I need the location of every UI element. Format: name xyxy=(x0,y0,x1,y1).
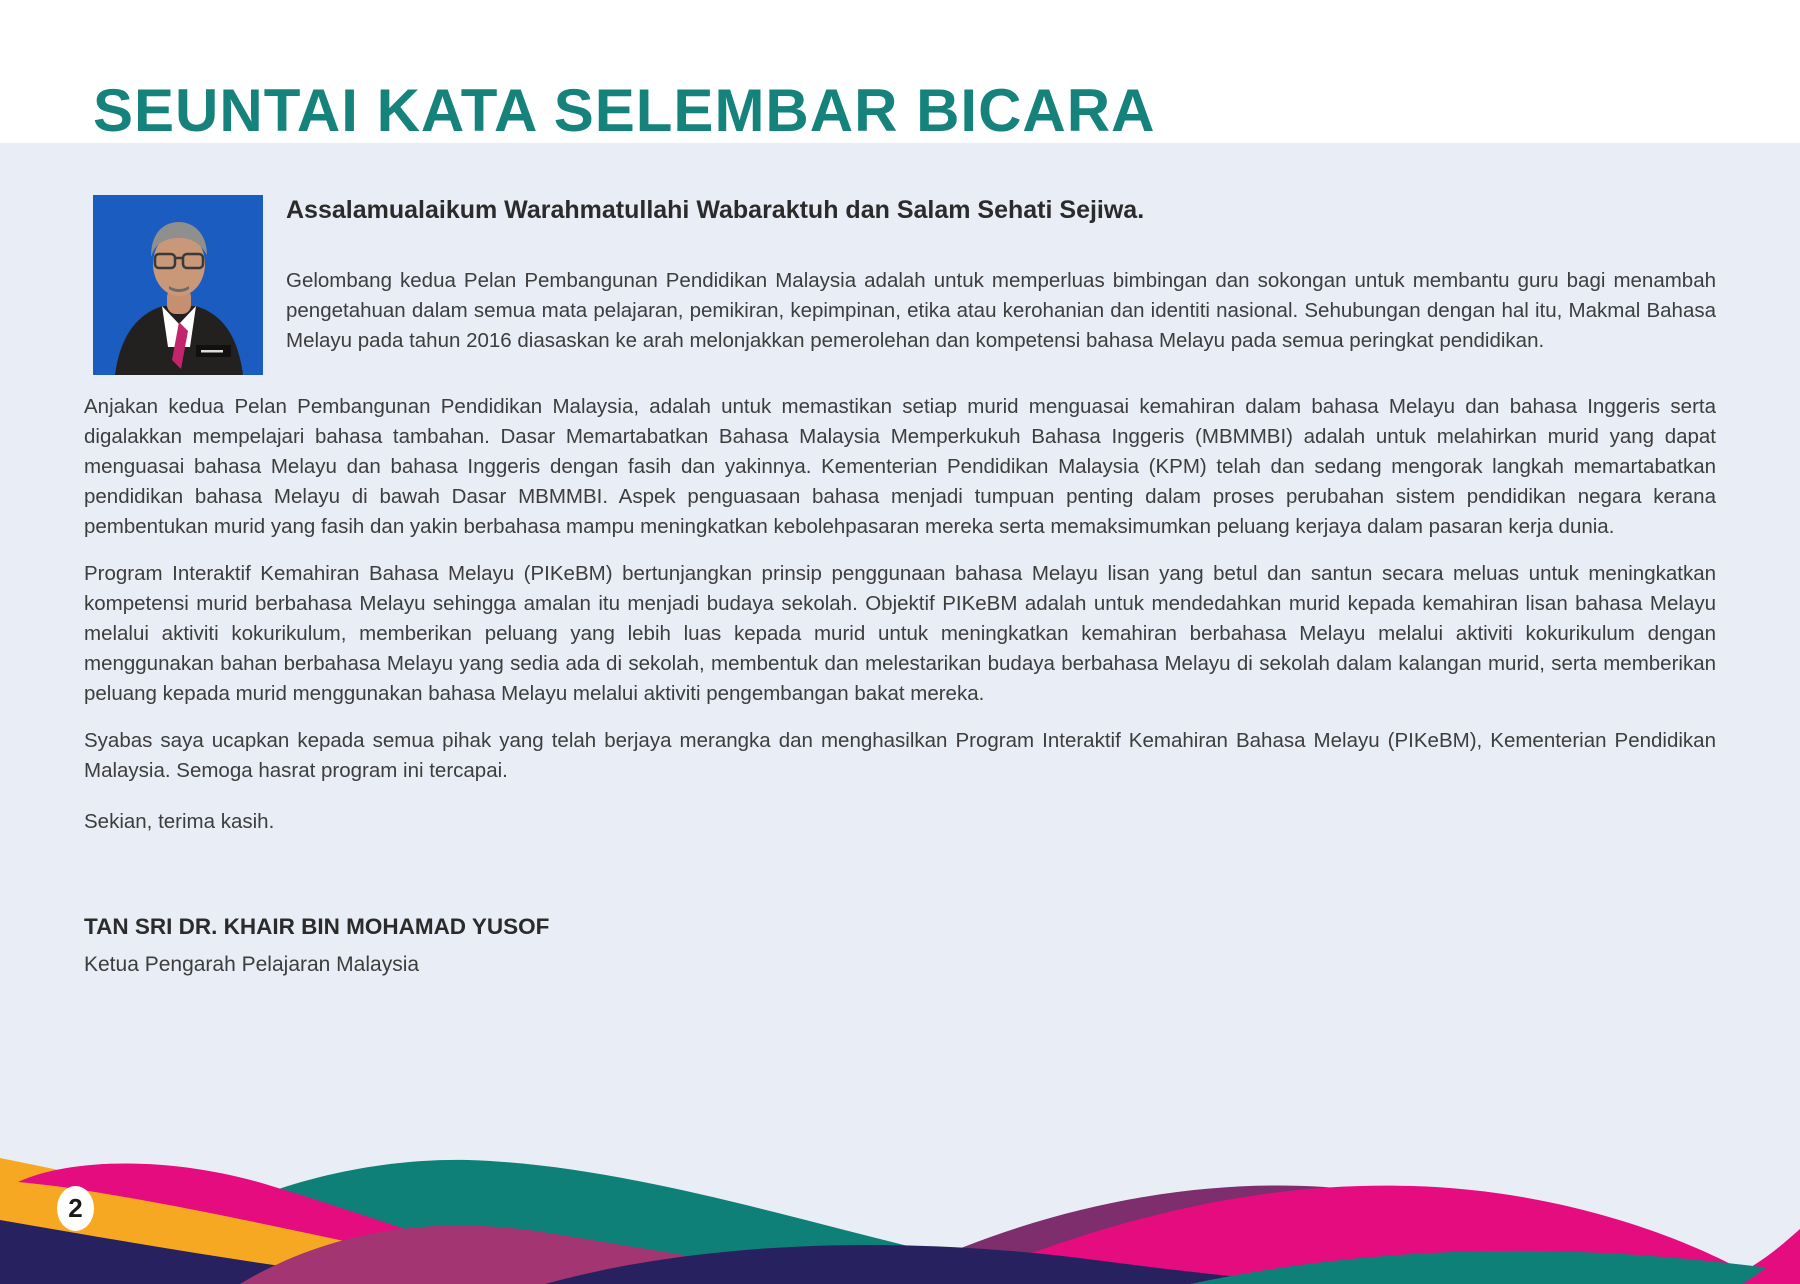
portrait-photo xyxy=(93,195,263,375)
closing-text: Sekian, terima kasih. xyxy=(84,810,275,833)
paragraph-4: Syabas saya ucapkan kepada semua pihak yang telah berjaya merangka dan menghasilkan Program Interaktif Kemahiran Bahasa Melayu (PIKeBM), Kementerian Pendidikan Malaysia. Semoga hasrat program ini tercapai. xyxy=(84,729,1716,782)
intro-text-column xyxy=(286,195,1716,356)
page-number-badge xyxy=(57,1186,94,1231)
greeting-text: Assalamualaikum Warahmatullahi Wabaraktuh dan Salam Sehati Sejiwa. xyxy=(286,196,1145,224)
paragraph-3: Program Interaktif Kemahiran Bahasa Melayu (PIKeBM) bertunjangkan prinsip penggunaan bahasa Melayu lisan yang betul dan santun secara meluas untuk meningkatkan kompetensi murid berbahasa Melayu sehingga amalan itu menjadi budaya sekolah. Objektif PIKeBM adalah untuk mendedahkan murid kepada kemahiran lisan bahasa Melayu melalui aktiviti kokurikulum, memberikan peluang yang lebih luas kepada murid untuk meningkatkan kemahiran berbahasa Melayu melalui aktiviti kokurikulum dengan menggunakan bahan berbahasa Melayu yang sedia ada di sekolah, membentuk dan melestarikan budaya berbahasa Melayu di sekolah dalam kalangan murid, serta memberikan peluang kepada murid menggunakan bahasa Melayu melalui aktiviti pengembangan bakat mereka. xyxy=(84,562,1716,705)
signature-block xyxy=(84,914,1716,977)
signature-role: Ketua Pengarah Pelajaran Malaysia xyxy=(84,953,420,976)
paragraph-1: Gelombang kedua Pelan Pembangunan Pendidikan Malaysia adalah untuk memperluas bimbingan dan sokongan untuk membantu guru bagi menambah pengetahuan dalam semua mata pelajaran, pemikiran, kepimpinan, etika atau kerohanian dan identiti nasional. Sehubungan dengan hal itu, Makmal Bahasa Melayu pada tahun 2016 diasaskan ke arah melonjakkan pemerolehan dan kompetensi bahasa Melayu pada semua peringkat pendidikan. xyxy=(286,269,1716,352)
paragraph-2: Anjakan kedua Pelan Pembangunan Pendidikan Malaysia, adalah untuk memastikan setiap murid menguasai kemahiran dalam bahasa Melayu dan bahasa Inggeris serta digalakkan mempelajari bahasa tambahan. Dasar Memartabatkan Bahasa Malaysia Memperkukuh Bahasa Inggeris (MBMMBI) adalah untuk melahirkan murid yang dapat menguasai bahasa Melayu dan bahasa Inggeris dengan fasih dan yakinnya. Kementerian Pendidikan Malaysia (KPM) telah dan sedang mengorak langkah memartabatkan pendidikan bahasa Melayu di bawah Dasar MBMMBI. Aspek penguasaan bahasa menjadi tumpuan penting dalam proses perubahan sistem pendidikan negara kerana pembentukan murid yang fasih dan yakin berbahasa mampu meningkatkan kebolehpasaran mereka serta memaksimumkan peluang kerjaya dalam pasaran kerja dunia. xyxy=(84,395,1716,538)
page-title: SEUNTAI KATA SELEMBAR BICARA xyxy=(93,77,1156,144)
intro-section xyxy=(84,195,1716,375)
page-header xyxy=(0,0,1800,143)
page-content xyxy=(0,143,1800,977)
signature-name: TAN SRI DR. KHAIR BIN MOHAMAD YUSOF xyxy=(84,914,550,939)
page-number: 2 xyxy=(68,1193,83,1223)
bottom-waves-decoration xyxy=(0,1114,1800,1284)
